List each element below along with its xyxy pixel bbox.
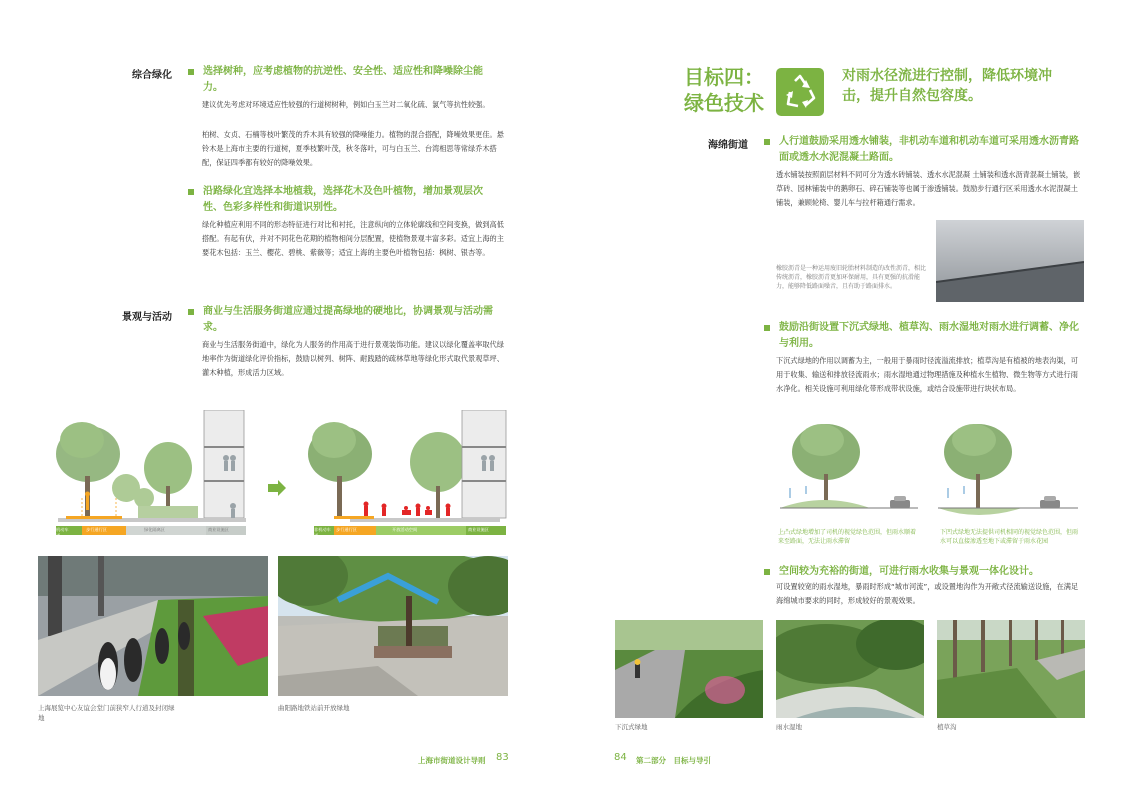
bullet-heading-tree-selection: 选择树种，应考虑植物的抗逆性、安全性、适应性和降噪除尘能力。 [188,64,500,96]
section-label-6: 步行通行区 [336,527,357,532]
caption-rubber-asphalt: 橡胶沥青是一种运用废旧轮胎材料制造的改性沥青，相比传统沥青，橡胶沥青更加环保耐用，具有更强的抗滑能力，能够降低路面噪音，且有助于路面排水。 [776,265,927,290]
section-label-3: 绿化隔离区 [144,527,165,532]
section-label-5: 非机动车道 [314,527,331,538]
recycle-icon [776,68,824,116]
footer-title-left: 上海市街道设计导则 [418,756,486,765]
section-label-landscape-activity: 景观与活动 [122,312,172,323]
bullet-square-icon [764,139,770,145]
bullet-heading-sunken-green: 鼓励沿街设置下沉式绿地、植草沟、雨水湿地对雨水进行调蓄、净化与利用。 [764,320,1086,352]
paragraph-permeable-paving: 透水铺装按照面层材料不同可分为透水砖铺装、透水水泥混凝 土铺装和透水沥青混凝土铺装，嵌草砖、园林铺装中的鹅卵石、碎石铺装等也属于渗透铺装。鼓励步行通行区采用透水水泥混凝土铺装，兼顾轮椅、婴儿车与拉杆箱通行需求。 [776,170,1081,207]
paragraph-noise-reduction: 柏树、女贞、石楠等枝叶繁茂的乔木具有较强的降噪能力。植物的混合搭配，降噪效果更佳。悬铃木是上海市主要的行道树，夏季枝繁叶茂，秋冬落叶，可与白玉兰、台湾相思等常绿乔木搭配，保证四季都有较好的降噪效果。 [202,130,504,167]
section-after-diagram [308,410,506,535]
caption-sunken-green: 下凹式绿地无法提供司机相同的视觉绿色范围，但雨水可以直接渗透至地下或滞留于雨水花园 [940,529,1079,545]
goal-title: 目标四： 绿色技术 [684,65,764,115]
photo-narrow-sidewalk [38,556,268,696]
bullet-square-icon [188,189,194,195]
section-label-4: 商业设施区 [208,527,229,532]
street-section-diagrams [38,410,514,546]
caption-rain-wetland-photo: 雨水湿地 [776,723,802,731]
photo-grass-swale [937,620,1085,718]
paragraph-tree-resistance: 建议优先考虑对环境适应性较强的行道树树种，例如白玉兰对二氧化硫、氯气等抗性较强。 [202,100,490,109]
photo-rubber-asphalt [936,220,1084,302]
section-before-diagram [56,410,246,535]
paragraph-greening-coverage: 商业与生活服务街道中，绿化为人服务的作用高于进行景观装饰功能。建议以绿化覆盖率取代绿地率作为街道绿化评价指标，鼓励以树列、树阵、耐践踏的疏林草地等绿化形式取代景观草坪、灌木种植，形成活力区域。 [202,340,504,377]
photo-rain-wetland [776,620,924,718]
paragraph-planting-layers: 绿化种植应利用不同的形态特征进行对比和衬托，注意纵向的立体轮廓线和空间变换，做到高低搭配。有起有伏，并对不同花色花期的植物相间分层配置，使植物景观丰富多彩。适宜上海的主要花木包括：玉兰、樱花、碧桃、紫薇等；适宜上海的主要色叶植物包括：枫树、银杏等。 [202,220,504,257]
caption-grass-swale-photo: 植草沟 [937,723,957,731]
section-label-greening: 综合绿化 [132,70,172,81]
section-label-8: 商业设施区 [468,527,489,532]
bullet-heading-local-planting: 沿路绿化宜选择本地植栽，选择花木及色叶植物，增加景观层次性、色彩多样性和街道识别性。 [188,184,500,216]
bullet-square-icon [188,69,194,75]
caption-narrow-sidewalk: 上海展览中心友谊会堂门前狭窄人行道及封闭绿地 [38,704,175,722]
caption-sunken-green-photo: 下沉式绿地 [615,723,648,731]
caption-raised-green: 上凸式绿地增加了司机的视觉绿色范围，但雨水顺着来至路面，无法让雨水滞留 [778,529,917,545]
goal-description: 对雨水径流进行控制，降低环境冲击，提升自然包容度。 [842,68,1052,104]
page-number-left: 83 [496,752,509,763]
section-label-7: 开放活动空间 [392,527,418,532]
section-label-2: 步行通行区 [86,527,107,532]
photo-open-greenspace [278,556,508,696]
raised-green-diagram [780,424,918,508]
bullet-heading-hard-soft-ratio: 商业与生活服务街道应通过提高绿地的硬地比，协调景观与活动需求。 [188,304,500,336]
footer-title-right: 第二部分 目标与导引 [636,756,711,765]
raised-sunken-diagrams [778,422,1084,526]
bullet-square-icon [764,325,770,331]
bullet-square-icon [188,309,194,315]
paragraph-sunken-green: 下沉式绿地的作用以调蓄为主，一般用于暴雨时径流溢流排放；植草沟是有植被的地表沟渠，可用于收集、输送和排放径流雨水；雨水湿地通过物理措施及种植水生植物、微生物等方式进行雨水净化。相关设施可利用绿化带形成带状设施，或结合设施带进行块状布局。 [776,356,1078,393]
photo-sunken-green [615,620,763,718]
caption-open-greenspace: 曲阳路地铁站前开放绿地 [278,704,350,712]
page-number-right: 84 [614,752,627,763]
section-label-sponge-street: 海绵街道 [708,140,748,151]
paragraph-rainwater-landscape: 可设置较宽的雨水湿地，暴雨时形成“城市河流”，或设置地沟作为开敞式径流输送设施，在满足海绵城市要求的同时，形成较好的景观效果。 [776,582,1079,605]
bullet-heading-permeable-paving: 人行道鼓励采用透水铺装，非机动车道和机动车道可采用透水沥青路面或透水水泥混凝土路面。 [764,134,1086,166]
section-label-1: 机动车道 [56,527,69,538]
bullet-square-icon [764,569,770,575]
arrow-right-icon [268,480,286,496]
sunken-green-diagram [938,424,1078,515]
bullet-heading-rainwater-landscape: 空间较为充裕的街道，可进行雨水收集与景观一体化设计。 [764,564,1086,580]
